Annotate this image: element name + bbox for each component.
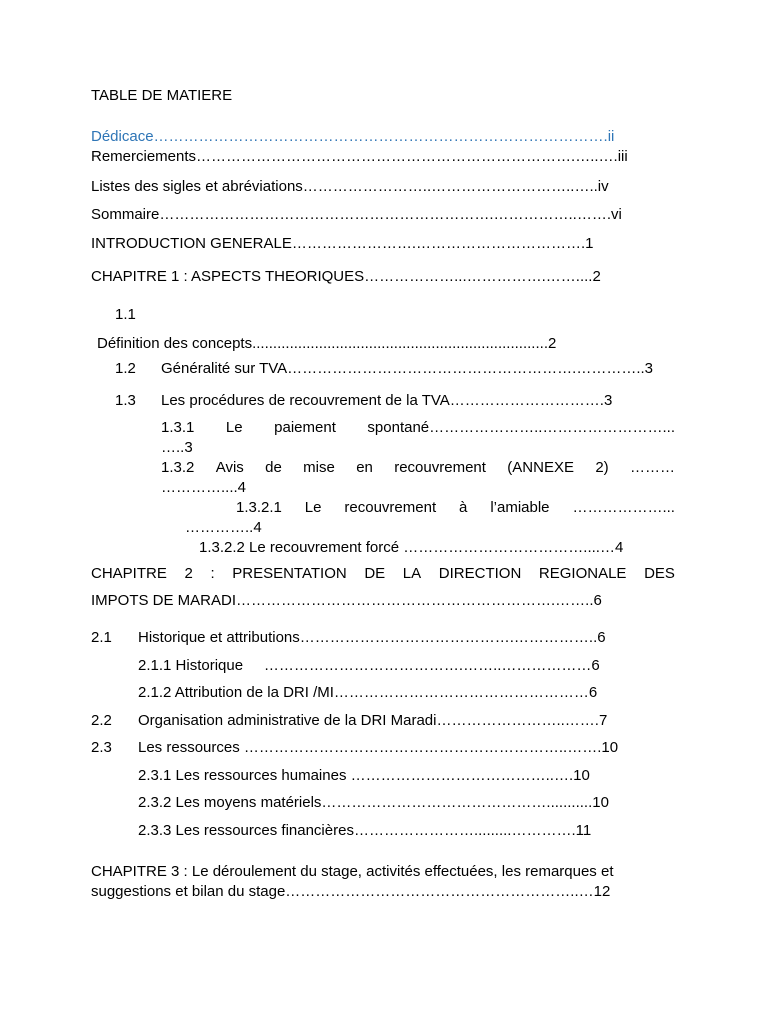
toc-word: de: [265, 459, 282, 476]
toc-number-1-2: 1.2: [115, 360, 136, 377]
toc-entry-ressources-humaines: 2.3.1 Les ressources humaines …………………………………..….10: [138, 767, 590, 784]
toc-number-2-2: 2.2: [91, 712, 112, 729]
toc-word: 1.3.1: [161, 419, 195, 436]
toc-word: en: [356, 459, 373, 476]
toc-entry-avis-mise-recouvrement-page: …………....4: [161, 479, 247, 496]
toc-word: Le: [304, 499, 322, 516]
toc-word: DES: [644, 565, 675, 582]
toc-entry-procedures-recouvrement: Les procédures de recouvrement de la TVA………………………….3: [161, 392, 613, 409]
toc-word: 2: [184, 565, 193, 582]
toc-word: l’amiable: [490, 499, 550, 516]
toc-entry-ressources: Les ressources ………………………………………………………..…….10: [138, 739, 619, 756]
toc-word: CHAPITRE: [91, 565, 167, 582]
toc-entry-avis-mise-recouvrement: [161, 459, 675, 477]
toc-entry-historique: 2.1.1 Historique ………………………………….……..………………6: [138, 657, 600, 674]
toc-number-2-3: 2.3: [91, 739, 112, 756]
toc-entry-chapitre-1: CHAPITRE 1 : ASPECTS THEORIQUES………………...…………….……....2: [91, 268, 601, 285]
toc-word: mise: [303, 459, 335, 476]
toc-word: recouvrement: [344, 499, 437, 516]
toc-word: 2): [595, 459, 609, 476]
toc-word: paiement: [274, 419, 336, 436]
toc-word: recouvrement: [394, 459, 486, 476]
toc-entry-chapitre-2-cont: IMPOTS DE MARADI……………………………………………………….……..6: [91, 592, 602, 609]
toc-word: PRESENTATION: [232, 565, 347, 582]
toc-number-2-1: 2.1: [91, 629, 112, 646]
toc-entry-paiement-spontane: [161, 419, 675, 437]
toc-entry-sommaire: Sommaire………………………………………………………….……………..…….vi: [91, 206, 622, 223]
toc-word: spontané…………………..……………………...: [367, 419, 675, 436]
toc-entry-introduction: INTRODUCTION GENERALE…………………….…………………………….1: [91, 235, 594, 252]
page-title: TABLE DE MATIERE: [91, 87, 233, 104]
toc-entry-generalite-tva: Généralité sur TVA………………………………………………….…………..3: [161, 360, 654, 377]
toc-number-1-3: 1.3: [115, 392, 136, 409]
toc-entry-organisation-administrative: Organisation administrative de la DRI Maradi……………………..…….7: [138, 712, 608, 729]
toc-entry-recouvrement-amiable-page: …………..4: [185, 519, 262, 536]
toc-word: Avis: [215, 459, 244, 476]
toc-word: 1.3.2.1: [236, 499, 282, 516]
toc-word: DIRECTION: [438, 565, 522, 582]
toc-entry-sigles: Listes des sigles et abréviations……………………..………………………..…..iv: [91, 178, 609, 195]
toc-entry-moyens-materiels: 2.3.2 Les moyens matériels………………………………………...........10: [138, 794, 609, 811]
toc-entry-chapitre-2: [91, 565, 675, 583]
toc-entry-recouvrement-force: 1.3.2.2 Le recouvrement forcé ………………………………....…4: [199, 539, 624, 556]
toc-entry-remerciements: Remerciements………………………………………………………………….…..….iii: [91, 148, 628, 165]
toc-entry-ressources-financieres: 2.3.3 Les ressources financières…………………….........………….11: [138, 822, 592, 839]
toc-entry-attribution-dri: 2.1.2 Attribution de la DRI /MI……………………………………………6: [138, 684, 598, 701]
toc-word: LA: [402, 565, 422, 582]
toc-word: ………………...: [572, 499, 675, 516]
toc-entry-recouvrement-amiable: [236, 499, 675, 517]
toc-word: 1.3.2: [161, 459, 195, 476]
toc-entry-historique-attributions: Historique et attributions…………………………………….……………..6: [138, 629, 606, 646]
toc-entry-chapitre-3-cont: suggestions et bilan du stage…………………………………………………..…12: [91, 883, 611, 900]
toc-entry-dedicace: Dédicace……………………………………………………………………………….ii: [91, 128, 615, 145]
toc-word: Le: [225, 419, 243, 436]
toc-entry-definition-concepts: Définition des concepts.......................................................................2: [97, 335, 557, 352]
toc-word: DE: [364, 565, 386, 582]
toc-entry-chapitre-3: CHAPITRE 3 : Le déroulement du stage, activités effectuées, les remarques et: [91, 863, 614, 880]
toc-word: ………: [630, 459, 675, 476]
toc-entry-paiement-spontane-page: …..3: [161, 439, 193, 456]
toc-word: (ANNEXE: [507, 459, 574, 476]
toc-word: :: [210, 565, 215, 582]
toc-number-1-1: 1.1: [115, 306, 136, 323]
toc-word: à: [459, 499, 468, 516]
toc-word: REGIONALE: [538, 565, 627, 582]
